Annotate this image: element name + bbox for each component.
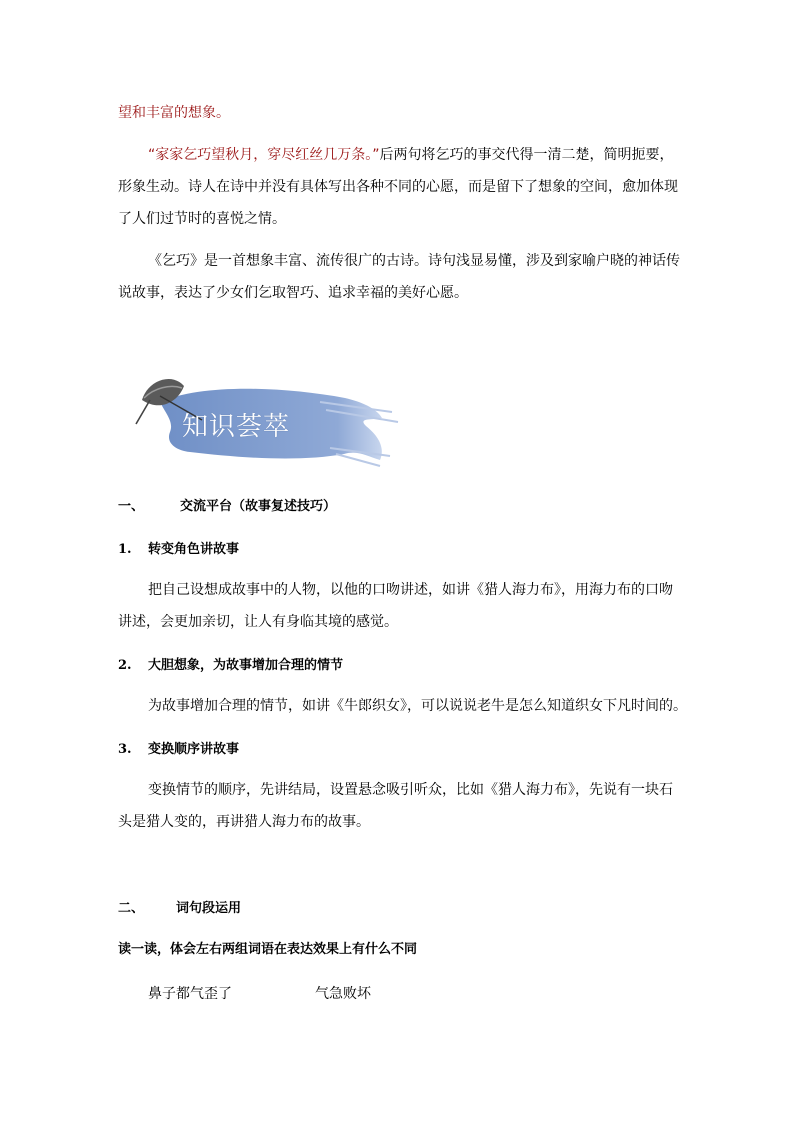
section-1-number: 一、 [118, 499, 145, 514]
item-1-text-line-2: 讲述，会更加亲切，让人有身临其境的感觉。 [118, 614, 398, 630]
intro-paragraph-1-line-2: 形象生动。诗人在诗中并没有具体写出各种不同的心愿，而是留下了想象的空间，愈加体现 [118, 179, 678, 195]
item-2-text-line-1: 为故事增加合理的情节，如讲《牛郎织女》，可以说说老牛是怎么知道织女下凡时间的。 [148, 698, 687, 714]
intro-line-0: 望和丰富的想象。 [118, 105, 230, 121]
item-3-text-line-2: 头是猎人变的，再讲猎人海力布的故事。 [118, 814, 370, 830]
section-2-title: 词句段运用 [176, 901, 242, 916]
section-2-number: 二、 [118, 901, 145, 916]
item-2-title: 大胆想象，为故事增加合理的情节 [148, 658, 344, 673]
intro-paragraph-1-line-3: 了人们过节时的喜悦之情。 [118, 211, 286, 227]
intro-paragraph-2-line-2: 说故事，表达了少女们乞取智巧、追求幸福的美好心愿。 [118, 285, 468, 301]
word-left: 鼻子都气歪了 [148, 986, 232, 1002]
item-1-heading [118, 540, 239, 560]
section-2-heading [118, 899, 241, 919]
item-1-text-line-1: 把自己设想成故事中的人物，以他的口吻讲述，如讲《猎人海力布》，用海力布的口吻 [148, 582, 673, 598]
item-2-heading [118, 656, 343, 676]
item-3-heading [118, 740, 239, 760]
word-right: 气急败坏 [315, 986, 371, 1002]
word-pair-row [148, 984, 371, 1004]
section-2-instruction: 读一读，体会左右两组词语在表达效果上有什么不同 [118, 942, 418, 957]
poem-explanation: 后两句将乞巧的事交代得一清二楚，简明扼要， [379, 147, 674, 163]
item-1-number: 1. [118, 542, 132, 557]
item-3-title: 变换顺序讲故事 [148, 742, 240, 757]
section-1-title: 交流平台（故事复述技巧） [180, 499, 337, 514]
poem-quote: “家家乞巧望秋月，穿尽红丝几万条。” [148, 147, 380, 163]
section-1-heading [118, 497, 336, 517]
item-1-title: 转变角色讲故事 [148, 542, 240, 557]
item-3-number: 3. [118, 742, 132, 757]
item-3-text-line-1: 变换情节的顺序，先讲结局，设置悬念吸引听众，比如《猎人海力布》，先说有一块石 [148, 782, 673, 798]
intro-paragraph-2-line-1: 《乞巧》是一首想象丰富、流传很广的古诗。诗句浅显易懂，涉及到家喻户晓的神话传 [148, 253, 680, 269]
banner-title: 知识荟萃 [182, 412, 291, 442]
intro-paragraph-1-line-1 [148, 145, 674, 165]
item-2-number: 2. [118, 658, 132, 673]
